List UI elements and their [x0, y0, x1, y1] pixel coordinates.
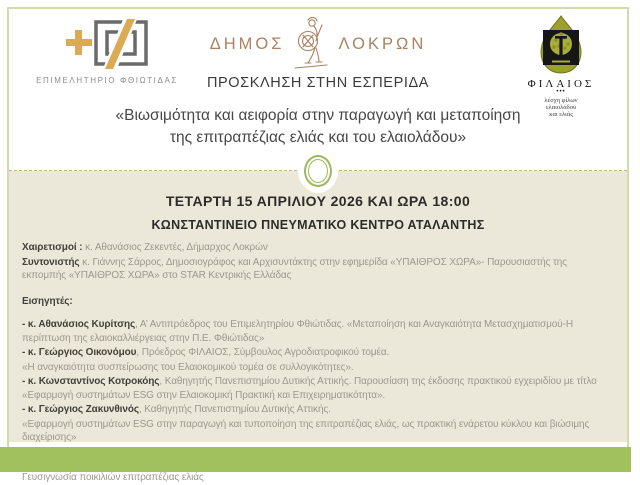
details-panel: [9, 171, 627, 483]
filaios-caption-line: και ελιάς: [549, 111, 573, 118]
speakers-label-line: [22, 295, 613, 309]
speaker-name: - κ. Γεώργιος Οικονόμου: [22, 347, 137, 358]
speakers-label: Εισηγητές:: [22, 295, 73, 307]
divider-circle-ornament: [304, 155, 332, 187]
greetings-text: κ. Αθανάσιος Ζεκεντές, Δήμαρχος Λοκρών: [82, 242, 268, 253]
speaker-name: - κ. Κωνσταντίνος Κοτροκόης: [22, 376, 160, 387]
speaker-role: , Πρόεδρος ΦΙΛΑΙΟΣ, Σύμβουλος Αγροδιατροφικού τομέα.: [136, 347, 390, 358]
event-subject: [9, 105, 627, 149]
event-datetime: ΤΕΤΑΡΤΗ 15 ΑΠΡΙΛΙΟΥ 2026 ΚΑΙ ΩΡΑ 18:00: [165, 193, 471, 209]
moderator-text: κ. Γιάννης Σάρρος, Δημοσιογράφος και Αρχισυντάκτης στην εφημερίδα «ΥΠΑΙΘΡΟΣ ΧΩΡΑ»- Παρουσιαστής της εκπομπής «ΥΠΑΙΘΡΟΣ ΧΩΡΑ» στο STAR Κεντρικής Ελλάδας: [22, 256, 567, 281]
moderator-label: Συντονιστής: [22, 256, 80, 268]
filaios-logo-name: ΦΙΛΑΙΟΣ: [527, 78, 595, 90]
speaker-role: , Καθηγητής Πανεπιστημίου Δυτικής Αττικής.: [138, 404, 331, 415]
municipality-logo: [179, 17, 457, 71]
chamber-logo-icon: [62, 19, 152, 69]
event-subject-line2: της επιτραπέζιας ελιάς και του ελαιολάδου»: [169, 129, 467, 146]
speaker-line: [22, 375, 613, 402]
moderator-line: [22, 256, 613, 283]
chamber-logo-label: ΕΠΙΜΕΛΗΤΗΡΙΟ ΦΘΙΩΤΙΔΑΣ: [36, 76, 178, 85]
closing-line2: Γευσιγνωσία ποικιλιών επιτραπέζιας ελιάς: [22, 472, 204, 483]
event-subject-line1: «Βιωσιμότητα και αειφορία στην παραγωγή και μεταποίηση: [115, 107, 521, 124]
ajax-warrior-icon: [289, 17, 333, 71]
speaker-quote: «Εφαρμογή συστημάτων ESG στην παραγωγή και τυποποίηση της επιτραπέζιας ελιάς, ως πρακτική ενάρετου κύκλου και βιώσιμης διαχείρισης»: [22, 418, 590, 443]
speaker-line: [22, 346, 613, 360]
filaios-logo: [511, 15, 611, 118]
speaker-name: - κ. Αθανάσιος Κυρίτσης: [22, 319, 136, 330]
speaker-role: , Α’ Αντιπρόεδρος του Επιμελητηρίου Φθιώτιδας. «Μεταποίηση και Αναγκαιότητα Μετασχηματισμού-Η περίπτωση της ελαιοκαλλιέργειας στην Π.Ε. Φθιώτιδας»: [22, 319, 573, 344]
filaios-caption-line: λέσχη φίλων: [544, 97, 578, 104]
speaker-name: - κ. Γεώργιος Ζακυνθινός: [22, 404, 139, 415]
slide-frame: [7, 7, 629, 483]
footer-green-bar: [0, 447, 631, 472]
page-title: ΠΡΟΣΚΛΗΣΗ ΣΤΗΝ ΕΣΠΕΡΙΔΑ: [206, 75, 430, 91]
speaker-line: [22, 318, 613, 345]
filaios-logo-dots: •••: [556, 89, 566, 95]
municipality-word-right: ΛΟΚΡΩΝ: [338, 34, 427, 53]
speaker-line: [22, 403, 613, 417]
event-venue: ΚΩΝΣΤΑΝΤΙΝΕΙΟ ΠΝΕΥΜΑΤΙΚΟ ΚΕΝΤΡΟ ΑΤΑΛΑΝΤΗΣ: [151, 218, 485, 232]
filaios-caption-line: ελαιολάδου: [545, 104, 577, 111]
speaker-quote: «Η αναγκαιότητα συσπείρωσης του Ελαιοκομικού τομέα σε συλλογικότητες».: [22, 361, 354, 373]
speaker-role: , Καθηγητής Πανεπιστημίου Δυτικής Αττικής. Παρουσίαση της έκδοσης πρακτικού εγχειριδίου με τίτλο «Εφαρμογή συστημάτων ESG στην Ελαιοκομική Πρακτική και Επιχειρηματικότητα».: [22, 376, 597, 401]
greetings-line: [22, 241, 613, 255]
greetings-label: Χαιρετισμοί :: [22, 242, 83, 253]
municipality-word-left: ΔΗΜΟΣ: [209, 34, 285, 53]
olive-drop-icon: [535, 15, 587, 75]
